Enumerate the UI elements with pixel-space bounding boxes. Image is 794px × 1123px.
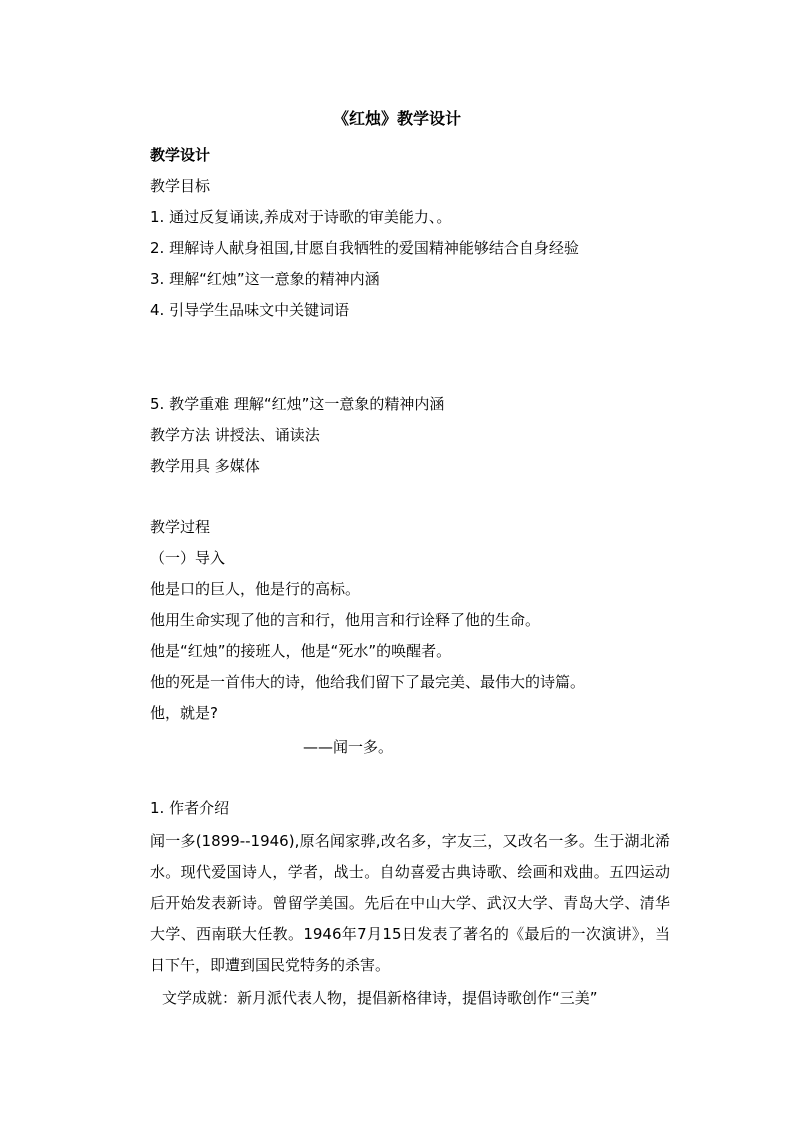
objective-item: 3. 理解“红烛”这一意象的精神内涵 xyxy=(150,270,380,288)
intro-line: 他是口的巨人，他是行的高标。 xyxy=(150,580,361,598)
intro-heading: （一）导入 xyxy=(150,549,226,567)
author-heading: 1. 作者介绍 xyxy=(150,799,230,817)
objective-item: 2. 理解诗人献身祖国,甘愿自我牺牲的爱国精神能够结合自身经验 xyxy=(150,239,579,257)
achievement-line: 文学成就：新月派代表人物，提倡新格律诗，提倡诗歌创作“三美” xyxy=(162,989,598,1007)
intro-line: 他，就是? xyxy=(150,704,218,722)
intro-line: 他是“红烛”的接班人，他是“死水”的唤醒者。 xyxy=(150,642,452,660)
methods-line: 教学方法 讲授法、诵读法 xyxy=(150,426,320,444)
intro-line: 他的死是一首伟大的诗，他给我们留下了最完美、最伟大的诗篇。 xyxy=(150,673,586,691)
page-title: 《红烛》教学设计 xyxy=(332,109,461,128)
objectives-heading: 教学目标 xyxy=(150,177,211,195)
tools-line: 教学用具 多媒体 xyxy=(150,457,260,475)
key-points-line: 5. 教学重难 理解“红烛”这一意象的精神内涵 xyxy=(150,395,445,413)
author-paragraph: 闻一多(1899--1946),原名闻家骅,改名多，字友三，又改名一多。生于湖北浠水。现代爱国诗人，学者，战士。自幼喜爱古典诗歌、绘画和戏曲。五四运动后开始发表新诗。曾留学美国。先后在中山大学、武汉大学、青岛大学、清华大学、西南联大任教。1946年7月15日发表了著名的《最后的一次演讲》，当日下午，即遭到国民党特务的杀害。 xyxy=(150,832,670,974)
intro-line: 他用生命实现了他的言和行，他用言和行诠释了他的生命。 xyxy=(150,611,541,629)
section-subtitle: 教学设计 xyxy=(150,146,211,164)
process-heading: 教学过程 xyxy=(150,518,211,536)
answer-line: ——闻一多。 xyxy=(303,738,394,756)
objective-item: 1. 通过反复诵读,养成对于诗歌的审美能力、。 xyxy=(150,208,452,226)
objective-item: 4. 引导学生品味文中关键词语 xyxy=(150,301,350,319)
